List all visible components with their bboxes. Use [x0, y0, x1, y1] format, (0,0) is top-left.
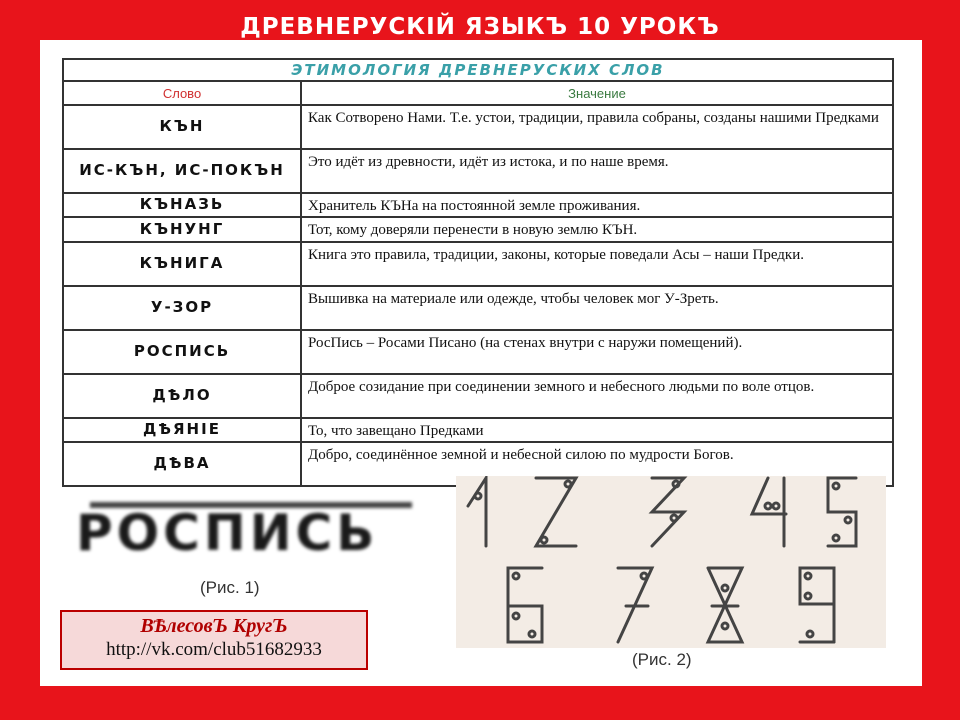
digit-2	[536, 478, 576, 546]
table-row	[63, 217, 893, 241]
figure-1-caption: (Рис. 1)	[200, 578, 260, 597]
meaning-cell: Добро, соединённое земной и небесной силою по мудрости Богов.	[301, 442, 893, 486]
page-title: ДРЕВНЕРУСКІЙ ЯЗЫКЪ 10 УРОКЪ	[240, 14, 720, 40]
table-row	[63, 286, 893, 330]
digit-4	[752, 478, 786, 546]
meaning-cell: Это идёт из древности, идёт из истока, и по наше время.	[301, 149, 893, 193]
meaning-cell: Вышивка на материале или одежде, чтобы человек мог У-Зреть.	[301, 286, 893, 330]
table-row	[63, 193, 893, 217]
column-header-word: Слово	[63, 81, 301, 105]
digit-5	[828, 478, 856, 546]
word-cell: КЪН	[63, 105, 301, 149]
digit-9	[800, 568, 834, 642]
table-row	[63, 242, 893, 286]
etymology-table	[62, 58, 892, 474]
meaning-cell: РосПись – Росами Писано (на стенах внутри с наружи помещений).	[301, 330, 893, 374]
digit-7	[618, 568, 652, 642]
meaning-cell: Доброе созидание при соединении земного и небесного людьми по воле отцов.	[301, 374, 893, 418]
digit-3	[652, 478, 684, 546]
word-cell: КЪНАЗЬ	[63, 193, 301, 217]
table-row	[63, 105, 893, 149]
table-row	[63, 149, 893, 193]
column-header-meaning: Значение	[301, 81, 893, 105]
digit-8	[708, 568, 742, 642]
community-name: ВѢлесовЪ КругЪ	[140, 615, 288, 637]
meaning-cell: Хранитель КЪНа на постоянной земле проживания.	[301, 193, 893, 217]
word-cell: ДѢВА	[63, 442, 301, 486]
table-row	[63, 330, 893, 374]
meaning-cell: Книга это правила, традиции, законы, которые поведали Асы – наши Предки.	[301, 242, 893, 286]
word-cell: РОСПИСЬ	[63, 330, 301, 374]
figure-2-digits	[456, 476, 886, 648]
figure-1-word: РОСПИСЬ	[76, 504, 379, 562]
figure-1-rospis-word	[62, 496, 442, 566]
community-link[interactable]: http://vk.com/club51682933	[106, 639, 322, 660]
table-row	[63, 374, 893, 418]
digits-drawing	[456, 476, 886, 648]
word-cell: ИС-КЪН, ИС-ПОКЪН	[63, 149, 301, 193]
table-heading: ЭТИМОЛОГИЯ ДРЕВНЕРУСКИХ СЛОВ	[63, 59, 893, 81]
digit-6	[508, 568, 542, 642]
word-cell: ДѢЯНІЕ	[63, 418, 301, 442]
digit-1	[468, 478, 486, 546]
word-cell: У-ЗОР	[63, 286, 301, 330]
word-cell: ДѢЛО	[63, 374, 301, 418]
community-badge	[60, 610, 368, 670]
meaning-cell: То, что завещано Предками	[301, 418, 893, 442]
table-row	[63, 418, 893, 442]
word-cell: КЪНИГА	[63, 242, 301, 286]
figure-2-caption: (Рис. 2)	[632, 650, 692, 669]
meaning-cell: Как Сотворено Нами. Т.е. устои, традиции, правила собраны, созданы нашими Предками	[301, 105, 893, 149]
word-cell: КЪНУНГ	[63, 217, 301, 241]
meaning-cell: Тот, кому доверяли перенести в новую землю КЪН.	[301, 217, 893, 241]
